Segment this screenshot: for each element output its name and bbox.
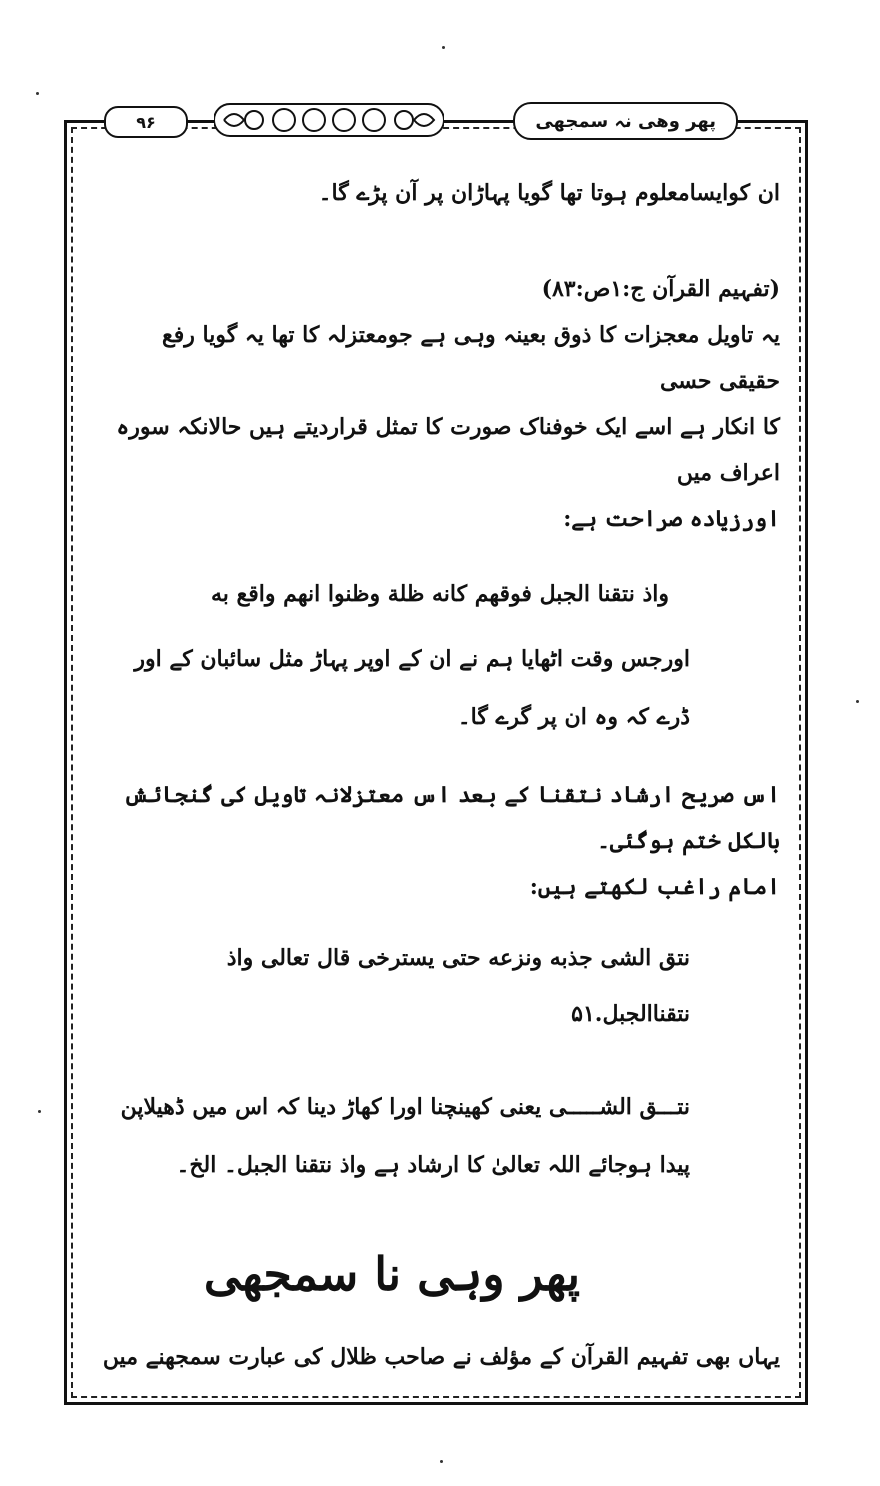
arabic-translation-line-2: پیدا ہوجائے اللہ تعالیٰ کا ارشاد ہے واذ نتقنا الجبل۔ الخ۔ [176,1152,690,1178]
arabic-quote-line-1: نتق الشی جذبه ونزعه حتی یسترخی قال تعالی واذ [226,945,690,971]
section-heading: پھر وہی نا سمجھی [203,1247,580,1301]
translation-line-2: ڈرے کہ وہ ان پر گرے گا۔ [457,704,690,730]
scan-speck [440,1460,443,1463]
running-title: پھر وھی نہ سمجھی [513,102,738,140]
translation-line-1: اورجس وقت اٹھایا ہم نے ان کے اوپر پہاڑ مثل سائبان کے اور [134,646,690,672]
scan-speck [856,700,859,703]
scan-speck [38,1110,41,1113]
paragraph-1: ان کوایسامعلوم ہوتا تھا گویا پہاڑان پر آن پڑے گا۔ [318,180,780,206]
scan-speck [442,46,445,49]
arabic-quote-line-2: نتقناالجبل.۵۱ [571,1001,690,1027]
page-content [100,170,780,1380]
arabic-translation-line-1: نتـــق الشـــــی یعنی کھینچنا اورا کھاڑ دینا کہ اس میں ڈھیلاپن [120,1094,690,1120]
quran-quote: واذ نتقنا الجبل فوقهم کانه ظلة وظنوا انهم واقع به [210,581,670,607]
scan-speck [36,92,39,95]
paragraph-3-line-2: امام راغب لکھتے ہیں: [529,874,780,900]
citation: (تفہیم القرآن ج:۱ص:۸۳) [541,276,780,302]
header-ornament-icon [214,100,444,140]
paragraph-2-line-1: یہ تاویل معجزات کا ذوق بعینہ وہی ہے جومعتزلہ کا تھا یہ گویا رفع حقیقی حسی [162,322,780,394]
paragraph-4: یہاں بھی تفہیم القرآن کے مؤلف نے صاحب ظلال کی عبارت سمجھنے میں [102,1344,780,1370]
paragraph-2-line-2: کا انکار ہے اسے ایک خوفناک صورت کا تمثل قراردیتے ہیں حالانکہ سورہ اعراف میں [116,414,780,486]
paragraph-3-line-1: اس صریح ارشاد نتقنا کے بعد اس معتزلانہ تاویل کی گنجائش بالکل ختم ہوگئی۔ [123,782,780,854]
paragraph-2-line-3: اورزیادہ صراحت ہے: [563,506,780,532]
page-number: ۹۶ [104,106,188,138]
page-header [64,92,808,148]
